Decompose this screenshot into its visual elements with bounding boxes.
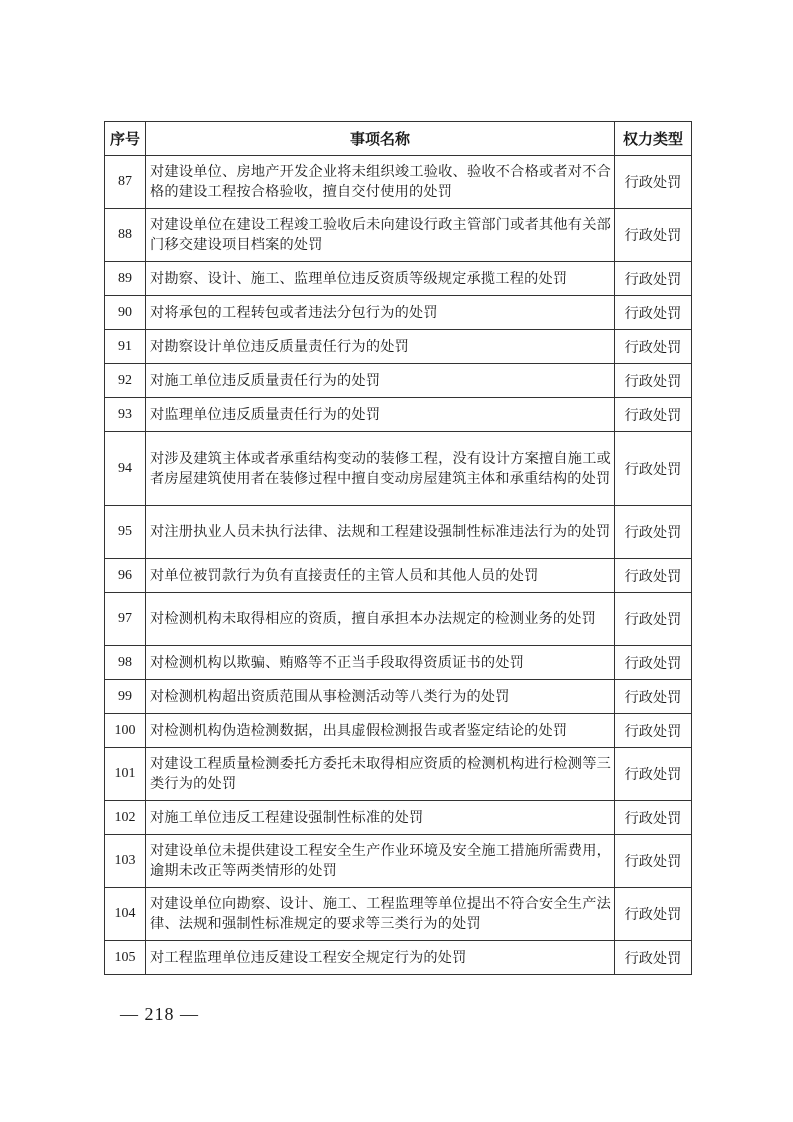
table-row: [105, 835, 692, 888]
row-power-type: 行政处罚: [615, 296, 692, 330]
row-power-type: 行政处罚: [615, 330, 692, 364]
table-row: [105, 432, 692, 506]
row-serial-number: 103: [105, 835, 146, 888]
row-serial-number: 105: [105, 941, 146, 975]
row-item-name: 对建设单位、房地产开发企业将未组织竣工验收、验收不合格或者对不合格的建设工程按合格验收，擅自交付使用的处罚: [146, 156, 615, 209]
row-item-name: 对建设单位向勘察、设计、施工、工程监理等单位提出不符合安全生产法律、法规和强制性标准规定的要求等三类行为的处罚: [146, 888, 615, 941]
header-item-name: 事项名称: [146, 122, 615, 156]
table-row: [105, 941, 692, 975]
row-power-type: 行政处罚: [615, 714, 692, 748]
table-header-row: [105, 122, 692, 156]
header-serial-number: 序号: [105, 122, 146, 156]
row-item-name: 对工程监理单位违反建设工程安全规定行为的处罚: [146, 941, 615, 975]
row-serial-number: 92: [105, 364, 146, 398]
row-power-type: 行政处罚: [615, 801, 692, 835]
table-row: [105, 364, 692, 398]
row-serial-number: 87: [105, 156, 146, 209]
table-row: [105, 330, 692, 364]
row-serial-number: 98: [105, 646, 146, 680]
table-row: [105, 506, 692, 559]
table-row: [105, 748, 692, 801]
row-power-type: 行政处罚: [615, 559, 692, 593]
row-serial-number: 102: [105, 801, 146, 835]
row-item-name: 对将承包的工程转包或者违法分包行为的处罚: [146, 296, 615, 330]
row-item-name: 对勘察、设计、施工、监理单位违反资质等级规定承揽工程的处罚: [146, 262, 615, 296]
row-power-type: 行政处罚: [615, 156, 692, 209]
table-row: [105, 646, 692, 680]
row-item-name: 对单位被罚款行为负有直接责任的主管人员和其他人员的处罚: [146, 559, 615, 593]
row-serial-number: 91: [105, 330, 146, 364]
row-item-name: 对建设工程质量检测委托方委托未取得相应资质的检测机构进行检测等三类行为的处罚: [146, 748, 615, 801]
row-item-name: 对施工单位违反质量责任行为的处罚: [146, 364, 615, 398]
table-row: [105, 156, 692, 209]
row-item-name: 对检测机构未取得相应的资质，擅自承担本办法规定的检测业务的处罚: [146, 593, 615, 646]
table-row: [105, 296, 692, 330]
row-serial-number: 93: [105, 398, 146, 432]
row-serial-number: 88: [105, 209, 146, 262]
row-serial-number: 89: [105, 262, 146, 296]
row-power-type: 行政处罚: [615, 593, 692, 646]
row-item-name: 对施工单位违反工程建设强制性标准的处罚: [146, 801, 615, 835]
row-serial-number: 99: [105, 680, 146, 714]
row-power-type: 行政处罚: [615, 748, 692, 801]
row-power-type: 行政处罚: [615, 506, 692, 559]
power-list-table: [104, 121, 692, 975]
row-serial-number: 104: [105, 888, 146, 941]
row-item-name: 对注册执业人员未执行法律、法规和工程建设强制性标准违法行为的处罚: [146, 506, 615, 559]
table-row: [105, 262, 692, 296]
row-item-name: 对建设单位未提供建设工程安全生产作业环境及安全施工措施所需费用，逾期未改正等两类情形的处罚: [146, 835, 615, 888]
row-item-name: 对勘察设计单位违反质量责任行为的处罚: [146, 330, 615, 364]
header-power-type: 权力类型: [615, 122, 692, 156]
row-serial-number: 100: [105, 714, 146, 748]
table-row: [105, 398, 692, 432]
table-row: [105, 559, 692, 593]
row-item-name: 对监理单位违反质量责任行为的处罚: [146, 398, 615, 432]
row-item-name: 对检测机构伪造检测数据，出具虚假检测报告或者鉴定结论的处罚: [146, 714, 615, 748]
table-row: [105, 680, 692, 714]
row-power-type: 行政处罚: [615, 835, 692, 888]
row-power-type: 行政处罚: [615, 364, 692, 398]
table-row: [105, 888, 692, 941]
table-row: [105, 593, 692, 646]
row-power-type: 行政处罚: [615, 941, 692, 975]
row-item-name: 对建设单位在建设工程竣工验收后未向建设行政主管部门或者其他有关部门移交建设项目档案的处罚: [146, 209, 615, 262]
row-serial-number: 96: [105, 559, 146, 593]
row-serial-number: 95: [105, 506, 146, 559]
table-row: [105, 714, 692, 748]
row-power-type: 行政处罚: [615, 432, 692, 506]
row-power-type: 行政处罚: [615, 262, 692, 296]
row-item-name: 对检测机构超出资质范围从事检测活动等八类行为的处罚: [146, 680, 615, 714]
table-row: [105, 209, 692, 262]
row-power-type: 行政处罚: [615, 209, 692, 262]
row-serial-number: 101: [105, 748, 146, 801]
row-item-name: 对检测机构以欺骗、贿赂等不正当手段取得资质证书的处罚: [146, 646, 615, 680]
page-number: — 218 —: [120, 1004, 199, 1024]
row-power-type: 行政处罚: [615, 680, 692, 714]
row-power-type: 行政处罚: [615, 646, 692, 680]
row-serial-number: 94: [105, 432, 146, 506]
row-serial-number: 90: [105, 296, 146, 330]
row-serial-number: 97: [105, 593, 146, 646]
row-item-name: 对涉及建筑主体或者承重结构变动的装修工程，没有设计方案擅自施工或者房屋建筑使用者在装修过程中擅自变动房屋建筑主体和承重结构的处罚: [146, 432, 615, 506]
table-row: [105, 801, 692, 835]
row-power-type: 行政处罚: [615, 888, 692, 941]
row-power-type: 行政处罚: [615, 398, 692, 432]
